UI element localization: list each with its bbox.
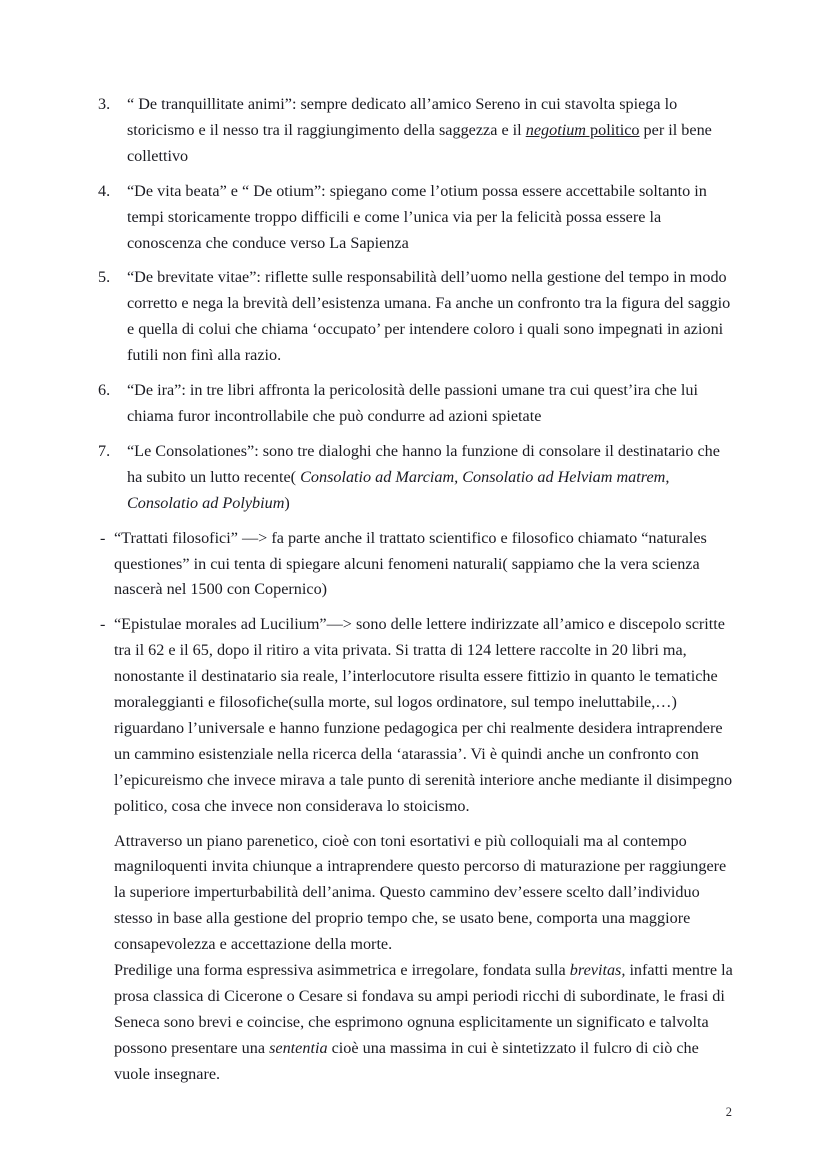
list-item-text-run: negotium <box>525 120 586 139</box>
list-item-text <box>127 182 707 252</box>
body-paragraph-run: Attraverso un piano parenetico, cioè con toni esortativi e più colloquiali ma al contempo magniloquenti invita chiunque a intraprendere questo percorso di maturazione per raggiungere la superiore imperturbabilità dell’anima. Questo cammino dev’essere scelto dall’individuo stesso in base alla gestione del proprio tempo che, se usato bene, comporta una maggiore consapevolezza e accettazione della morte. <box>114 831 727 954</box>
list-item-text-run: ) <box>284 493 290 512</box>
body-paragraph-run: brevitas, <box>569 961 626 980</box>
list-item-text <box>127 381 698 425</box>
numbered-list-item <box>96 378 736 430</box>
closing-paragraphs <box>96 829 736 1088</box>
numbered-list-item <box>96 265 736 369</box>
list-marker: 4. <box>98 181 111 200</box>
list-marker: 6. <box>98 381 111 400</box>
dash-list-item <box>96 526 736 604</box>
list-marker: 7. <box>98 441 111 460</box>
body-paragraph <box>96 958 736 1088</box>
body-paragraph-run: Predilige una forma espressiva asimmetrica e irregolare, fondata sulla <box>114 961 570 980</box>
list-item-text <box>127 95 712 165</box>
document-body <box>96 92 736 1088</box>
list-item-text-run: Consolatio ad Marciam, Consolatio ad Helviam matrem, Consolatio ad Polybium <box>127 467 670 512</box>
list-item-text-run: “ De tranquillitate animi”: sempre dedicato all’amico Sereno in cui stavolta spiega lo storicismo e il nesso tra il raggiungimento della saggezza e il <box>127 95 678 139</box>
body-paragraph-run: infatti mentre la prosa classica di Cicerone o Cesare si fondava su ampi periodi ricchi di subordinate, le frasi di Seneca sono brevi e coincise, che esprimono ognuna esplicitamente un significato e talvolta possono presentare una <box>114 961 733 1057</box>
numbered-list-item <box>96 179 736 257</box>
dash-item-text <box>114 529 707 599</box>
page-number: 2 <box>725 1105 732 1119</box>
list-item-text-run: “Le Consolationes”: sono tre dialoghi che hanno la funzione di consolare il destinatario che ha subito un lutto recente( <box>127 441 720 486</box>
list-item-text-run: “De ira”: in tre libri affronta la pericolosità delle passioni umane tra cui quest’ira che lui chiama furor incontrollabile che può condurre ad azioni spietate <box>127 381 698 425</box>
list-item-text <box>127 442 720 512</box>
dash-item-text-run: “Trattati filosofici” —> fa parte anche il trattato scientifico e filosofico chiamato “naturales questiones” in cui tenta di spiegare alcuni fenomeni naturali( sappiamo che la vera scienza nascerà nel 1500 con Copernico) <box>114 528 707 599</box>
list-marker: 3. <box>98 95 111 113</box>
dash-item-text <box>114 615 732 814</box>
numbered-list-item <box>96 439 736 517</box>
list-item-text <box>127 268 730 364</box>
list-item-text-run: politico <box>585 120 640 139</box>
dash-list <box>96 526 736 820</box>
list-item-text-run: “De vita beata” e “ De otium”: spiegano come l’otium possa essere accettabile soltanto in tempi storicamente troppo difficili e come l’unica via per la felicità possa essere la conoscenza che conduce verso La Sapienza <box>127 181 707 252</box>
list-item-text-run: “De brevitate vitae”: riflette sulle responsabilità dell’uomo nella gestione del tempo in modo corretto e nega la brevità dell’esistenza umana. Fa anche un confronto tra la figura del saggio e quella di colui che chiama ‘occupato’ per intendere coloro i quali sono impegnati in azioni futili non finì alla razio. <box>127 268 731 365</box>
body-paragraph <box>96 829 736 959</box>
dash-list-item <box>96 612 736 819</box>
body-paragraph-run: cioè una massima in cui è sintetizzato il fulcro di ciò che vuole insegnare. <box>114 1038 699 1083</box>
list-marker: 5. <box>98 268 111 287</box>
body-paragraph-run: sententia <box>269 1038 328 1057</box>
numbered-list <box>96 92 736 517</box>
numbered-list-item <box>96 92 736 170</box>
list-item-text-run: per il bene collettivo <box>127 120 712 165</box>
dash-marker: - <box>100 528 106 547</box>
dash-marker: - <box>100 615 106 634</box>
dash-item-text-run: “Epistulae morales ad Lucilium”—> sono delle lettere indirizzate all’amico e discepolo scritte tra il 62 e il 65, dopo il ritiro a vita privata. Si tratta di 124 lettere raccolte in 20 libri ma, nonostante il destinatario sia reale, l’interlocutore risulta essere fittizio in quanto le tematiche moraleggianti e filosofiche(sulla morte, sul logos ordinatore, sul tempo ineluttabile,…) riguardano l’universale e hanno funzione pedagogica per chi realmente desidera intraprendere un cammino esistenziale nella ricerca della ‘atarassia’. Vi è quindi anche un confronto con l’epicureismo che invece mirava a tale punto di serenità interiore anche mediante il disimpegno politico, cosa che invece non considerava lo stoicismo. <box>114 615 733 815</box>
